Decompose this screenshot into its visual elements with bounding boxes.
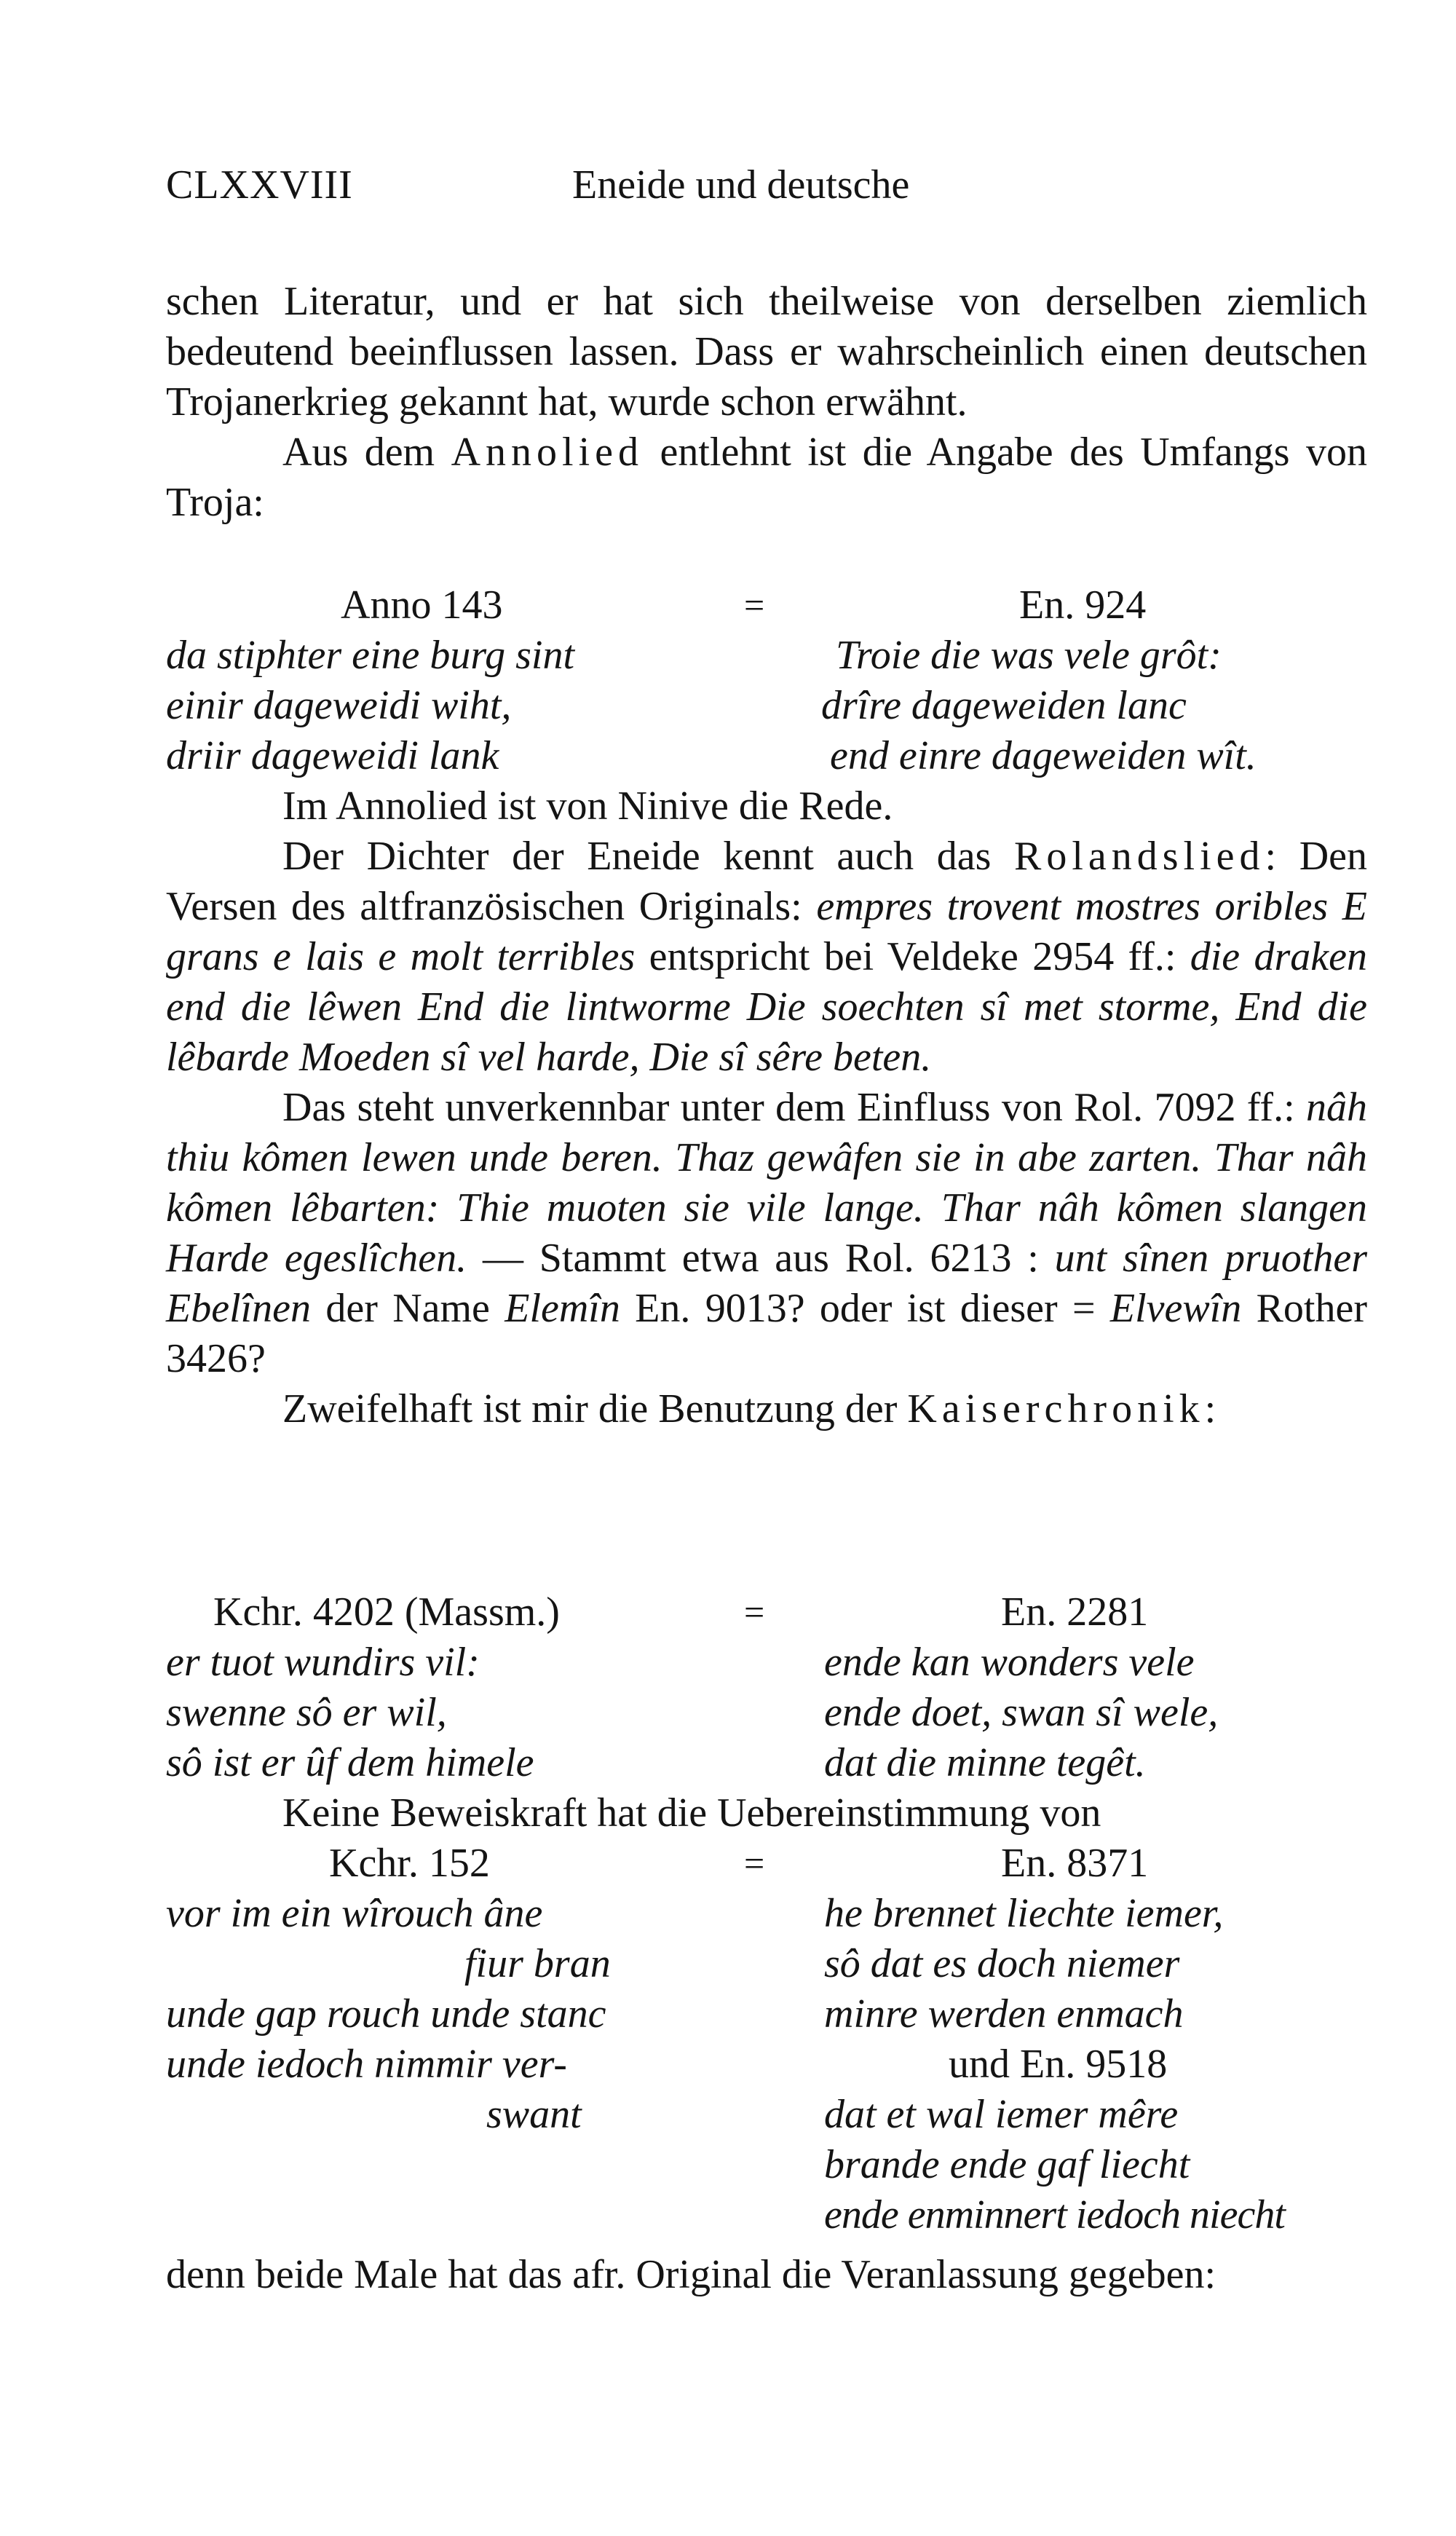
table1-head (166, 580, 1367, 631)
table3-row (166, 2140, 1367, 2190)
table1-right-line: drîre dageweiden lanc (821, 683, 1187, 728)
table2-row (166, 1688, 1367, 1738)
table1-row (166, 731, 1367, 781)
table2-head (166, 1587, 1367, 1638)
table3-left-line: swant (486, 2092, 582, 2137)
paragraph-8: denn beide Male hat das afr. Original die Veranlassung gegeben: (166, 2252, 1216, 2297)
paragraph-5 (166, 1083, 1367, 1384)
p5-text: En. 9013? oder ist dieser = (620, 1286, 1110, 1331)
table1-left-line: driir dageweidi lank (166, 733, 499, 778)
table3-row (166, 2090, 1367, 2140)
p4-french-quote: empres trovent mostres oribles E grans e lais e molt terribles (166, 884, 1367, 979)
table3-right-line: he brennet liechte iemer, (824, 1891, 1224, 1936)
table3-row (166, 1989, 1367, 2039)
table1-left-line: einir dageweidi wiht, (166, 683, 512, 728)
paragraph-6 (166, 1384, 1367, 1434)
table3-right-line: und En. 9518 (949, 2042, 1168, 2087)
text-block-3 (166, 1788, 1367, 1838)
table3-left-head: Kchr. 152 (329, 1841, 490, 1886)
table1-left-head: Anno 143 (341, 582, 503, 628)
text-block-4 (166, 2250, 1367, 2300)
p2-text-c: entlehnt ist die Angabe des Umfangs von Troja: (166, 430, 1368, 525)
table2-right-head: En. 2281 (1001, 1589, 1149, 1635)
table3-right-line: dat et wal iemer mêre (824, 2092, 1179, 2137)
table2-eq: = (744, 1592, 765, 1632)
p5-name-elvewin: Elvewîn (1109, 1286, 1242, 1331)
p4-text: Der Dichter der Eneide kennt auch das (282, 834, 1014, 879)
text-block-2 (166, 781, 1367, 1434)
paragraph-3: Im Annolied ist von Ninive die Rede. (282, 783, 893, 829)
table3-left-line: unde iedoch nimmir ver- (166, 2042, 567, 2087)
p6-text: : (1204, 1386, 1216, 1431)
table3-head (166, 1838, 1367, 1889)
table2-row (166, 1738, 1367, 1788)
table3-left-line: fiur bran (464, 1941, 611, 1986)
p5-text: — Stammt etwa aus Rol. 6213 : (467, 1236, 1055, 1281)
table1-row (166, 681, 1367, 731)
table3-right-line: brande ende gaf liecht (824, 2142, 1190, 2187)
table1-right-line: Troie die was vele grôt: (836, 633, 1222, 678)
table3-row (166, 2190, 1367, 2240)
table1-row (166, 631, 1367, 681)
paragraph-1: schen Literatur, und er hat sich theilweise von derselben ziemlich bedeutend beeinflussen lassen. Dass er wahrscheinlich einen deutschen Trojanerkrieg gekannt hat, wurde schon erwähnt. (166, 279, 1367, 424)
table3-row (166, 1939, 1367, 1989)
p4-text: entspricht bei Veldeke 2954 ff.: (635, 934, 1190, 979)
p4-rolandslied: Rolandslied (1013, 834, 1265, 879)
table1-left-line: da stiphter eine burg sint (166, 633, 575, 678)
table1-right-line: end einre dageweiden wît. (830, 733, 1257, 778)
table1-right-head: En. 924 (1019, 582, 1147, 628)
table3-right-head: En. 8371 (1001, 1841, 1149, 1886)
p5-text: der Name (311, 1286, 505, 1331)
p6-kaiserchronik: Kaiserchronik (907, 1386, 1205, 1431)
table1-eq: = (744, 585, 765, 625)
p4-text: : Den Versen des altfranzösischen Originals: (166, 834, 1367, 929)
p5-rol-quote-2: unt sînen pruother Ebelînen (166, 1236, 1368, 1331)
table3-right-line: ende enminnert iedoch niecht (824, 2192, 1285, 2237)
paragraph-2 (166, 427, 1367, 528)
paragraph-4 (166, 831, 1367, 1083)
table2-right-line: ende doet, swan sî wele, (824, 1690, 1219, 1735)
table3-eq: = (744, 1843, 765, 1884)
table3-row (166, 1889, 1367, 1939)
table2-right-line: dat die minne tegêt. (824, 1740, 1146, 1785)
table3-left-line: unde gap rouch unde stanc (166, 1991, 606, 2037)
p6-text: Zweifelhaft ist mir die Benutzung der (282, 1386, 908, 1431)
p5-text: Das steht unverkennbar unter dem Einfluss von Rol. 7092 ff.: (282, 1085, 1306, 1130)
p4-veldeke-quote: die draken end die lêwen End die lintworme Die soechten sî met storme, End die lêbarde Moeden sî vel harde, Die sî sêre beten. (166, 934, 1368, 1080)
table2-right-line: ende kan wonders vele (824, 1640, 1195, 1685)
table2-left-line: sô ist er ûf dem himele (166, 1740, 534, 1785)
p5-rol-quote: nâh thiu kômen lewen unde beren. Thaz gewâfen sie in abe zarten. Thar nâh kômen lêbarten: Thie muoten sie vile lange. Thar nâh kômen slangen Harde egeslîchen. (166, 1085, 1367, 1281)
table3-right-line: sô dat es doch niemer (824, 1941, 1180, 1986)
table2-left-line: swenne sô er wil, (166, 1690, 447, 1735)
table3-right-line: minre werden enmach (824, 1991, 1184, 2037)
p2-annolied: Annolied (451, 430, 644, 475)
running-title: Eneide und deutsche (572, 162, 910, 208)
p5-text: Rother 3426? (166, 1286, 1367, 1381)
page-header (166, 162, 1367, 213)
text-block-1 (166, 277, 1367, 528)
p5-name-elemin: Elemîn (505, 1286, 620, 1331)
page-number: CLXXVIII (166, 162, 353, 208)
table3-row (166, 2039, 1367, 2090)
p2-text-a: Aus dem (282, 430, 451, 475)
paragraph-7: Keine Beweiskraft hat die Uebereinstimmung von (282, 1790, 1101, 1836)
table2-row (166, 1638, 1367, 1688)
table2-left-head: Kchr. 4202 (Massm.) (213, 1589, 560, 1635)
table3-left-line: vor im ein wîrouch âne (166, 1891, 543, 1936)
table2-left-line: er tuot wundirs vil: (166, 1640, 480, 1685)
